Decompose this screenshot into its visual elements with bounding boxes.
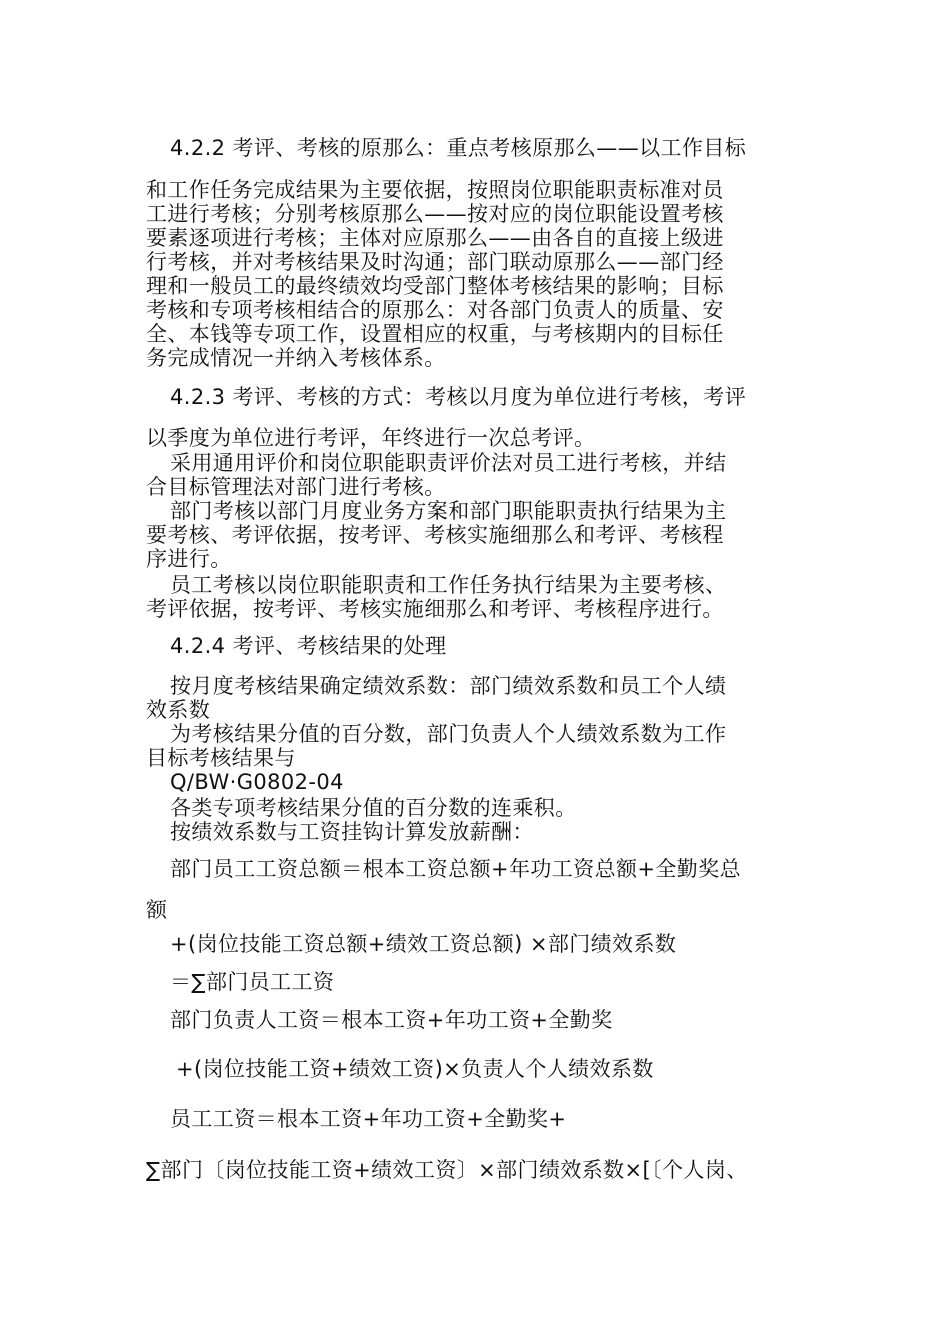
text-line: 全、本钱等专项工作，设置相应的权重，与考核期内的目标任	[146, 322, 724, 346]
formula-line: 额	[146, 898, 168, 922]
text-line: 按月度考核结果确定绩效系数：部门绩效系数和员工个人绩	[170, 674, 727, 698]
text-line: 考核和专项考核相结合的原那么：对各部门负责人的质量、安	[146, 298, 724, 322]
text-line: 目标考核结果与	[146, 746, 296, 770]
formula-line: 部门员工工资总额＝根本工资总额+年功工资总额+全勤奖总	[170, 857, 741, 881]
formula-line: ＝∑部门员工工资	[170, 970, 335, 994]
text-line: 工进行考核；分别考核原那么——按对应的岗位职能设置考核	[146, 202, 724, 226]
text-line: 务完成情况一并纳入考核体系。	[146, 346, 446, 370]
formula-line: 部门负责人工资＝根本工资+年功工资+全勤奖	[170, 1008, 613, 1032]
text-line: 考评依据，按考评、考核实施细那么和考评、考核程序进行。	[146, 597, 724, 621]
text-line: 4.2.4 考评、考核结果的处理	[170, 634, 447, 658]
document-code: Q/BW·G0802-04	[170, 770, 344, 794]
text-line: 要考核、考评依据，按考评、考核实施细那么和考评、考核程	[146, 523, 724, 547]
text-line: 按绩效系数与工资挂钩计算发放薪酬：	[170, 820, 534, 844]
text-line: 理和一般员工的最终绩效均受部门整体考核结果的影响；目标	[146, 274, 724, 298]
formula-line: 员工工资＝根本工资+年功工资+全勤奖+	[170, 1107, 567, 1131]
text-line: 要素逐项进行考核；主体对应原那么——由各自的直接上级进	[146, 226, 724, 250]
formula-line: +(岗位技能工资+绩效工资)×负责人个人绩效系数	[176, 1057, 654, 1081]
formula-line: ∑部门〔岗位技能工资+绩效工资〕×部门绩效系数×[〔个人岗、	[146, 1158, 748, 1182]
text-line: 4.2.3 考评、考核的方式：考核以月度为单位进行考核，考评	[170, 385, 747, 409]
text-line: 序进行。	[146, 547, 232, 571]
text-line: 部门考核以部门月度业务方案和部门职能职责执行结果为主	[170, 499, 727, 523]
text-line: 各类专项考核结果分值的百分数的连乘积。	[170, 796, 577, 820]
text-line: 和工作任务完成结果为主要依据，按照岗位职能职责标准对员	[146, 178, 724, 202]
text-line: 合目标管理法对部门进行考核。	[146, 475, 446, 499]
formula-line: +(岗位技能工资总额+绩效工资总额) ×部门绩效系数	[170, 932, 677, 956]
text-line: 以季度为单位进行考评，年终进行一次总考评。	[146, 426, 596, 450]
text-line: 4.2.2 考评、考核的原那么：重点考核原那么——以工作目标	[170, 136, 747, 160]
text-line: 为考核结果分值的百分数，部门负责人个人绩效系数为工作	[170, 722, 727, 746]
text-line: 员工考核以岗位职能职责和工作任务执行结果为主要考核、	[170, 573, 727, 597]
text-line: 效系数	[146, 698, 211, 722]
text-line: 行考核，并对考核结果及时沟通；部门联动原那么——部门经	[146, 250, 724, 274]
text-line: 采用通用评价和岗位职能职责评价法对员工进行考核，并结	[170, 451, 727, 475]
